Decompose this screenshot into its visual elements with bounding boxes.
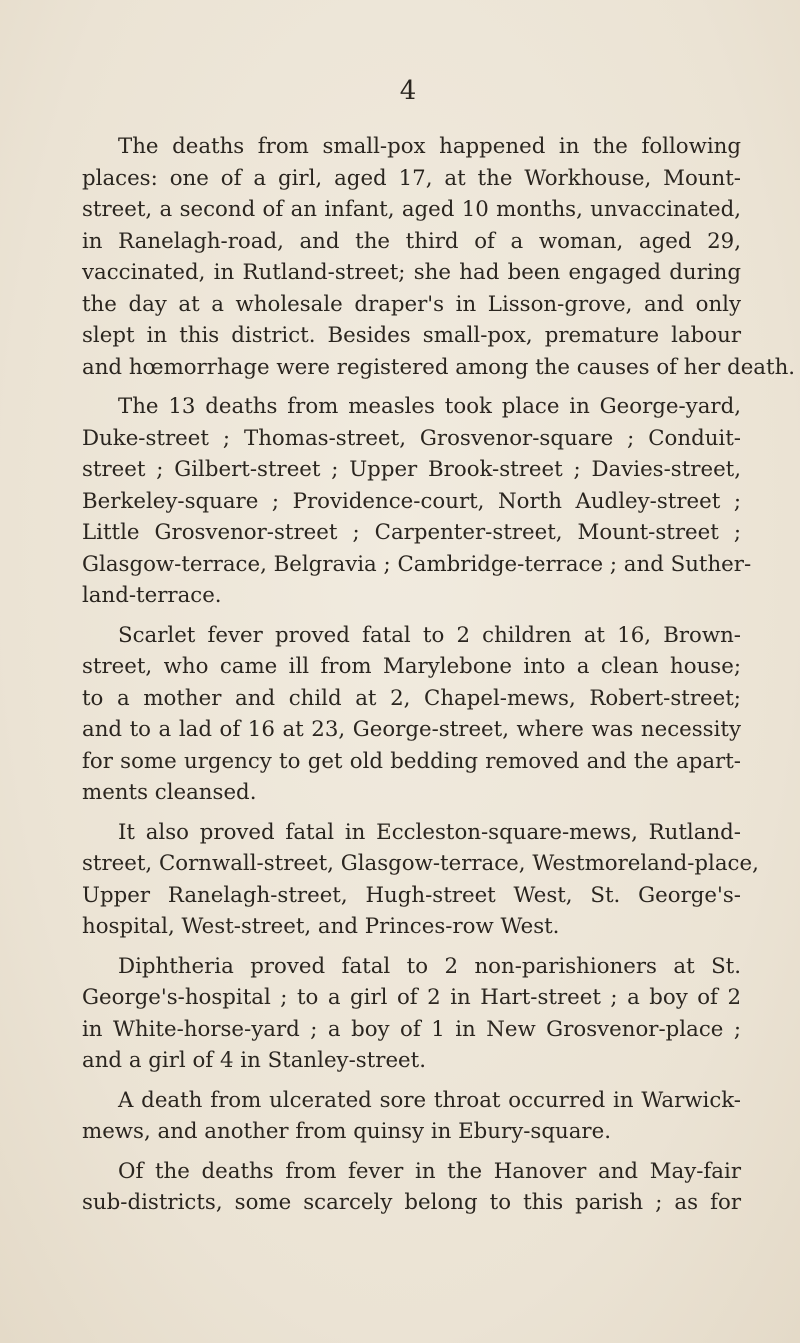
text-line: It also proved fatal in Eccleston-square-mews, Rutland- <box>118 819 741 845</box>
text-line: ments cleansed. <box>82 780 257 805</box>
text-line: land-terrace. <box>82 583 222 608</box>
paragraph-scarlet-fever-locations <box>82 817 759 943</box>
text-line: Berkeley-square ; Providence-court, North Audley-street ; <box>82 488 741 514</box>
text-line: Diphtheria proved fatal to 2 non-parishioners at St. <box>118 953 741 979</box>
text-line: vaccinated, in Rutland-street; she had been engaged during <box>82 260 741 285</box>
body-text <box>82 131 796 1227</box>
paragraph-diphtheria <box>82 951 741 1077</box>
text-line: and to a lad of 16 at 23, George-street, where was necessity <box>82 717 741 742</box>
text-line: places: one of a girl, aged 17, at the Workhouse, Mount- <box>82 165 741 191</box>
text-line: Duke-street ; Thomas-street, Grosvenor-square ; Conduit- <box>82 425 741 451</box>
text-line: the day at a wholesale draper's in Lisson-grove, and only <box>82 291 741 317</box>
text-line: sub-districts, some scarcely belong to this parish ; as for <box>82 1190 741 1215</box>
text-line: A death from ulcerated sore throat occurred in Warwick- <box>118 1087 741 1113</box>
text-line: Of the deaths from fever in the Hanover and May-fair <box>118 1158 741 1184</box>
text-line: George's-hospital ; to a girl of 2 in Hart-street ; a boy of 2 <box>82 985 741 1010</box>
text-line: for some urgency to get old bedding removed and the apart- <box>82 748 741 774</box>
text-line: slept in this district. Besides small-pox, premature labour <box>82 323 741 348</box>
paragraph-sore-throat <box>82 1085 741 1148</box>
paragraph-smallpox <box>82 131 796 383</box>
page-number: 4 <box>399 76 417 106</box>
paragraph-measles <box>82 391 752 612</box>
text-line: and a girl of 4 in Stanley-street. <box>82 1048 426 1073</box>
paragraph-fever <box>82 1156 741 1219</box>
text-line: Upper Ranelagh-street, Hugh-street West, St. George's- <box>82 882 741 908</box>
text-line: street, Cornwall-street, Glasgow-terrace, Westmoreland-place, <box>82 851 759 876</box>
text-line: street, who came ill from Marylebone into a clean house; <box>82 654 741 679</box>
text-line: Glasgow-terrace, Belgravia ; Cambridge-terrace ; and Suther- <box>82 551 752 577</box>
text-line: Little Grosvenor-street ; Carpenter-street, Mount-street ; <box>82 520 741 545</box>
paragraph-scarlet-fever <box>82 620 741 809</box>
text-line: street ; Gilbert-street ; Upper Brook-street ; Davies-street, <box>82 457 741 482</box>
text-line: hospital, West-street, and Princes-row West. <box>82 914 560 939</box>
text-line: street, a second of an infant, aged 10 months, unvaccinated, <box>82 197 741 222</box>
text-line: in Ranelagh-road, and the third of a woman, aged 29, <box>82 228 741 254</box>
text-line: mews, and another from quinsy in Ebury-square. <box>82 1119 611 1144</box>
text-line: The deaths from small-pox happened in the following <box>118 134 741 159</box>
text-line: to a mother and child at 2, Chapel-mews, Robert-street; <box>82 685 741 711</box>
text-line: in White-horse-yard ; a boy of 1 in New Grosvenor-place ; <box>82 1016 741 1042</box>
text-line: Scarlet fever proved fatal to 2 children at 16, Brown- <box>118 622 741 648</box>
text-line: The 13 deaths from measles took place in George-yard, <box>118 394 741 419</box>
text-line: and hœmorrhage were registered among the causes of her death. <box>82 354 796 380</box>
